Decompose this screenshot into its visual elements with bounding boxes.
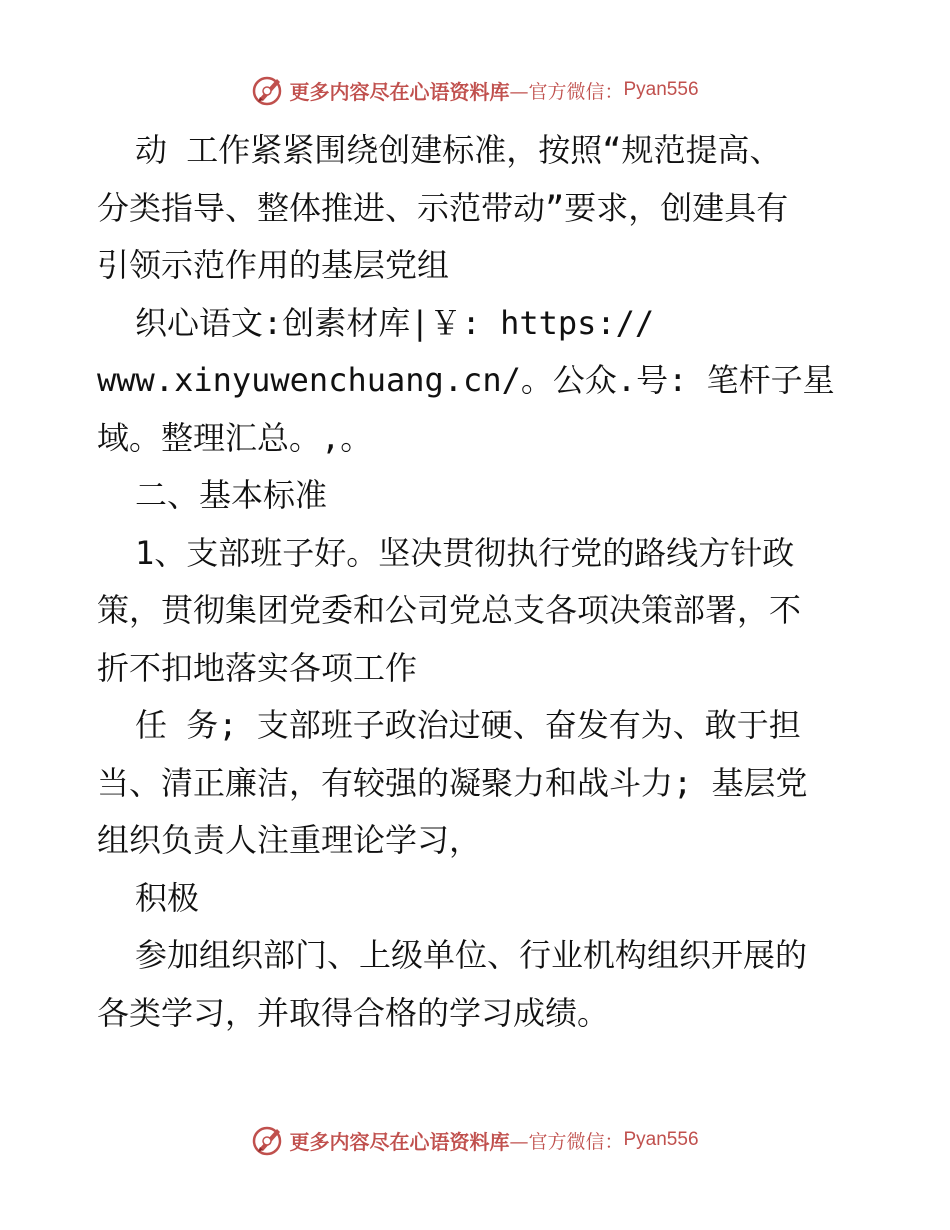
body-line: 织心语文:创素材库|￥: https:// — [135, 303, 655, 342]
header-watermark-banner — [0, 70, 950, 110]
quill-logo-icon — [251, 73, 285, 107]
banner-sub-text: —官方微信： — [509, 1130, 624, 1153]
body-line: 参加组织部门、上级单位、行业机构组织开展的 — [135, 936, 808, 974]
section-heading: 二、基本标准 — [135, 476, 328, 514]
body-line: 组织负责人注重理论学习， — [97, 821, 482, 859]
body-line: 积极 — [135, 878, 200, 917]
body-line: 各类学习，并取得合格的学习成绩。 — [97, 993, 610, 1032]
body-line: 任 务; 支部班子政治过硬、奋发有为、敢于担 — [135, 706, 801, 744]
body-line: 1、支部班子好。坚决贯彻执行党的路线方针政 — [135, 533, 795, 572]
body-line: 域。整理汇总。,。 — [97, 418, 373, 457]
body-line: 动 工作紧紧围绕创建标准，按照“规范提高、 — [135, 131, 782, 169]
document-body — [97, 122, 857, 1042]
body-line: 策，贯彻集团党委和公司党总支各项决策部署，不 — [97, 591, 802, 629]
body-line: www.xinyuwenchuang.cn/。公众.号: 笔杆子星 — [97, 361, 835, 399]
banner-main-text: 更多内容尽在心语资料库 — [289, 79, 510, 104]
body-line: 当、清正廉洁，有较强的凝聚力和战斗力; 基层党 — [97, 763, 808, 802]
banner-main-text: 更多内容尽在心语资料库 — [289, 1129, 510, 1154]
quill-logo-icon — [251, 1123, 285, 1157]
body-line: 分类指导、整体推进、示范带动”要求，创建具有 — [97, 188, 789, 227]
banner-sub-text: —官方微信： — [509, 80, 624, 103]
footer-watermark-banner — [0, 1120, 950, 1160]
body-line: 引领示范作用的基层党组 — [97, 246, 450, 284]
banner-wechat-id: Pyan556 — [623, 79, 699, 100]
banner-wechat-id: Pyan556 — [623, 1129, 699, 1150]
body-line: 折不扣地落实各项工作 — [97, 648, 418, 687]
